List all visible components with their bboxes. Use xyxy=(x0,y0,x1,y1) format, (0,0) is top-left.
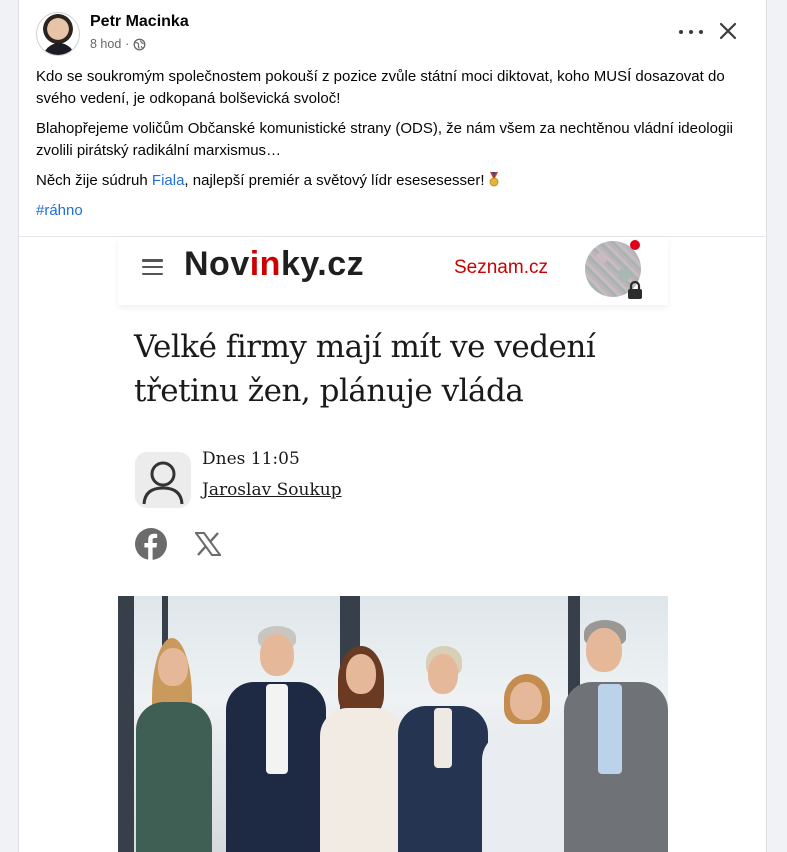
hamburger-menu-icon xyxy=(142,259,163,275)
post-paragraph-1: Kdo se soukromým společnostem pokouší z pozice zvůle státní moci diktovat, koho MUSÍ dosazovat do svého vedení, je odkopaná bolševická svoloč! xyxy=(36,68,725,107)
post-header xyxy=(19,0,766,60)
logo-part-3: ky.cz xyxy=(280,245,365,283)
globe-icon xyxy=(133,38,146,51)
site-header xyxy=(118,237,668,305)
article-author-avatar xyxy=(135,452,191,508)
meta-separator: · xyxy=(125,37,130,51)
x-icon xyxy=(195,532,221,556)
mention-link[interactable]: Fiala xyxy=(151,172,185,189)
post-text xyxy=(36,66,736,200)
article-headline: Velké firmy mají mít ve vedení třetinu žen, plánuje vláda xyxy=(134,329,596,409)
post-time[interactable]: 8 hod xyxy=(90,37,122,51)
post-paragraph-2: Blahopřejeme voličům Občanské komunistické strany (ODS), že nám všem za nechtěnou vládní ideologii zvolili pirátský radikální marxismus… xyxy=(36,120,733,159)
post-meta xyxy=(90,37,146,51)
more-options-icon[interactable] xyxy=(679,22,703,42)
facebook-icon xyxy=(135,528,167,560)
person xyxy=(398,646,488,852)
notification-dot xyxy=(630,240,640,250)
article-photo xyxy=(118,596,668,852)
logo-part-2: in xyxy=(249,245,281,283)
facebook-post-card xyxy=(18,0,767,852)
logo-part-1: Nov xyxy=(184,245,250,283)
author-name[interactable]: Petr Macinka xyxy=(90,13,189,30)
article-author: Jaroslav Soukup xyxy=(202,480,342,500)
person xyxy=(558,620,668,852)
post-paragraph-3 xyxy=(36,170,736,192)
person xyxy=(136,638,216,852)
paragraph-3-after: , najlepší premiér a světový lídr esesesesser! xyxy=(184,172,489,189)
novinky-logo xyxy=(184,245,364,284)
lock-icon xyxy=(626,280,644,300)
person xyxy=(316,646,408,852)
shared-article-image[interactable] xyxy=(118,237,668,852)
window-frame xyxy=(118,596,134,852)
paragraph-3-before: Něch žije súdruh xyxy=(36,172,152,189)
seznam-link: Seznam.cz xyxy=(454,257,548,278)
person xyxy=(226,626,326,852)
close-icon[interactable] xyxy=(718,21,738,41)
author-avatar[interactable] xyxy=(36,12,80,56)
article-date: Dnes 11:05 xyxy=(202,449,300,469)
hashtag-link[interactable]: #ráhno xyxy=(36,202,83,219)
medal-icon xyxy=(489,172,499,187)
